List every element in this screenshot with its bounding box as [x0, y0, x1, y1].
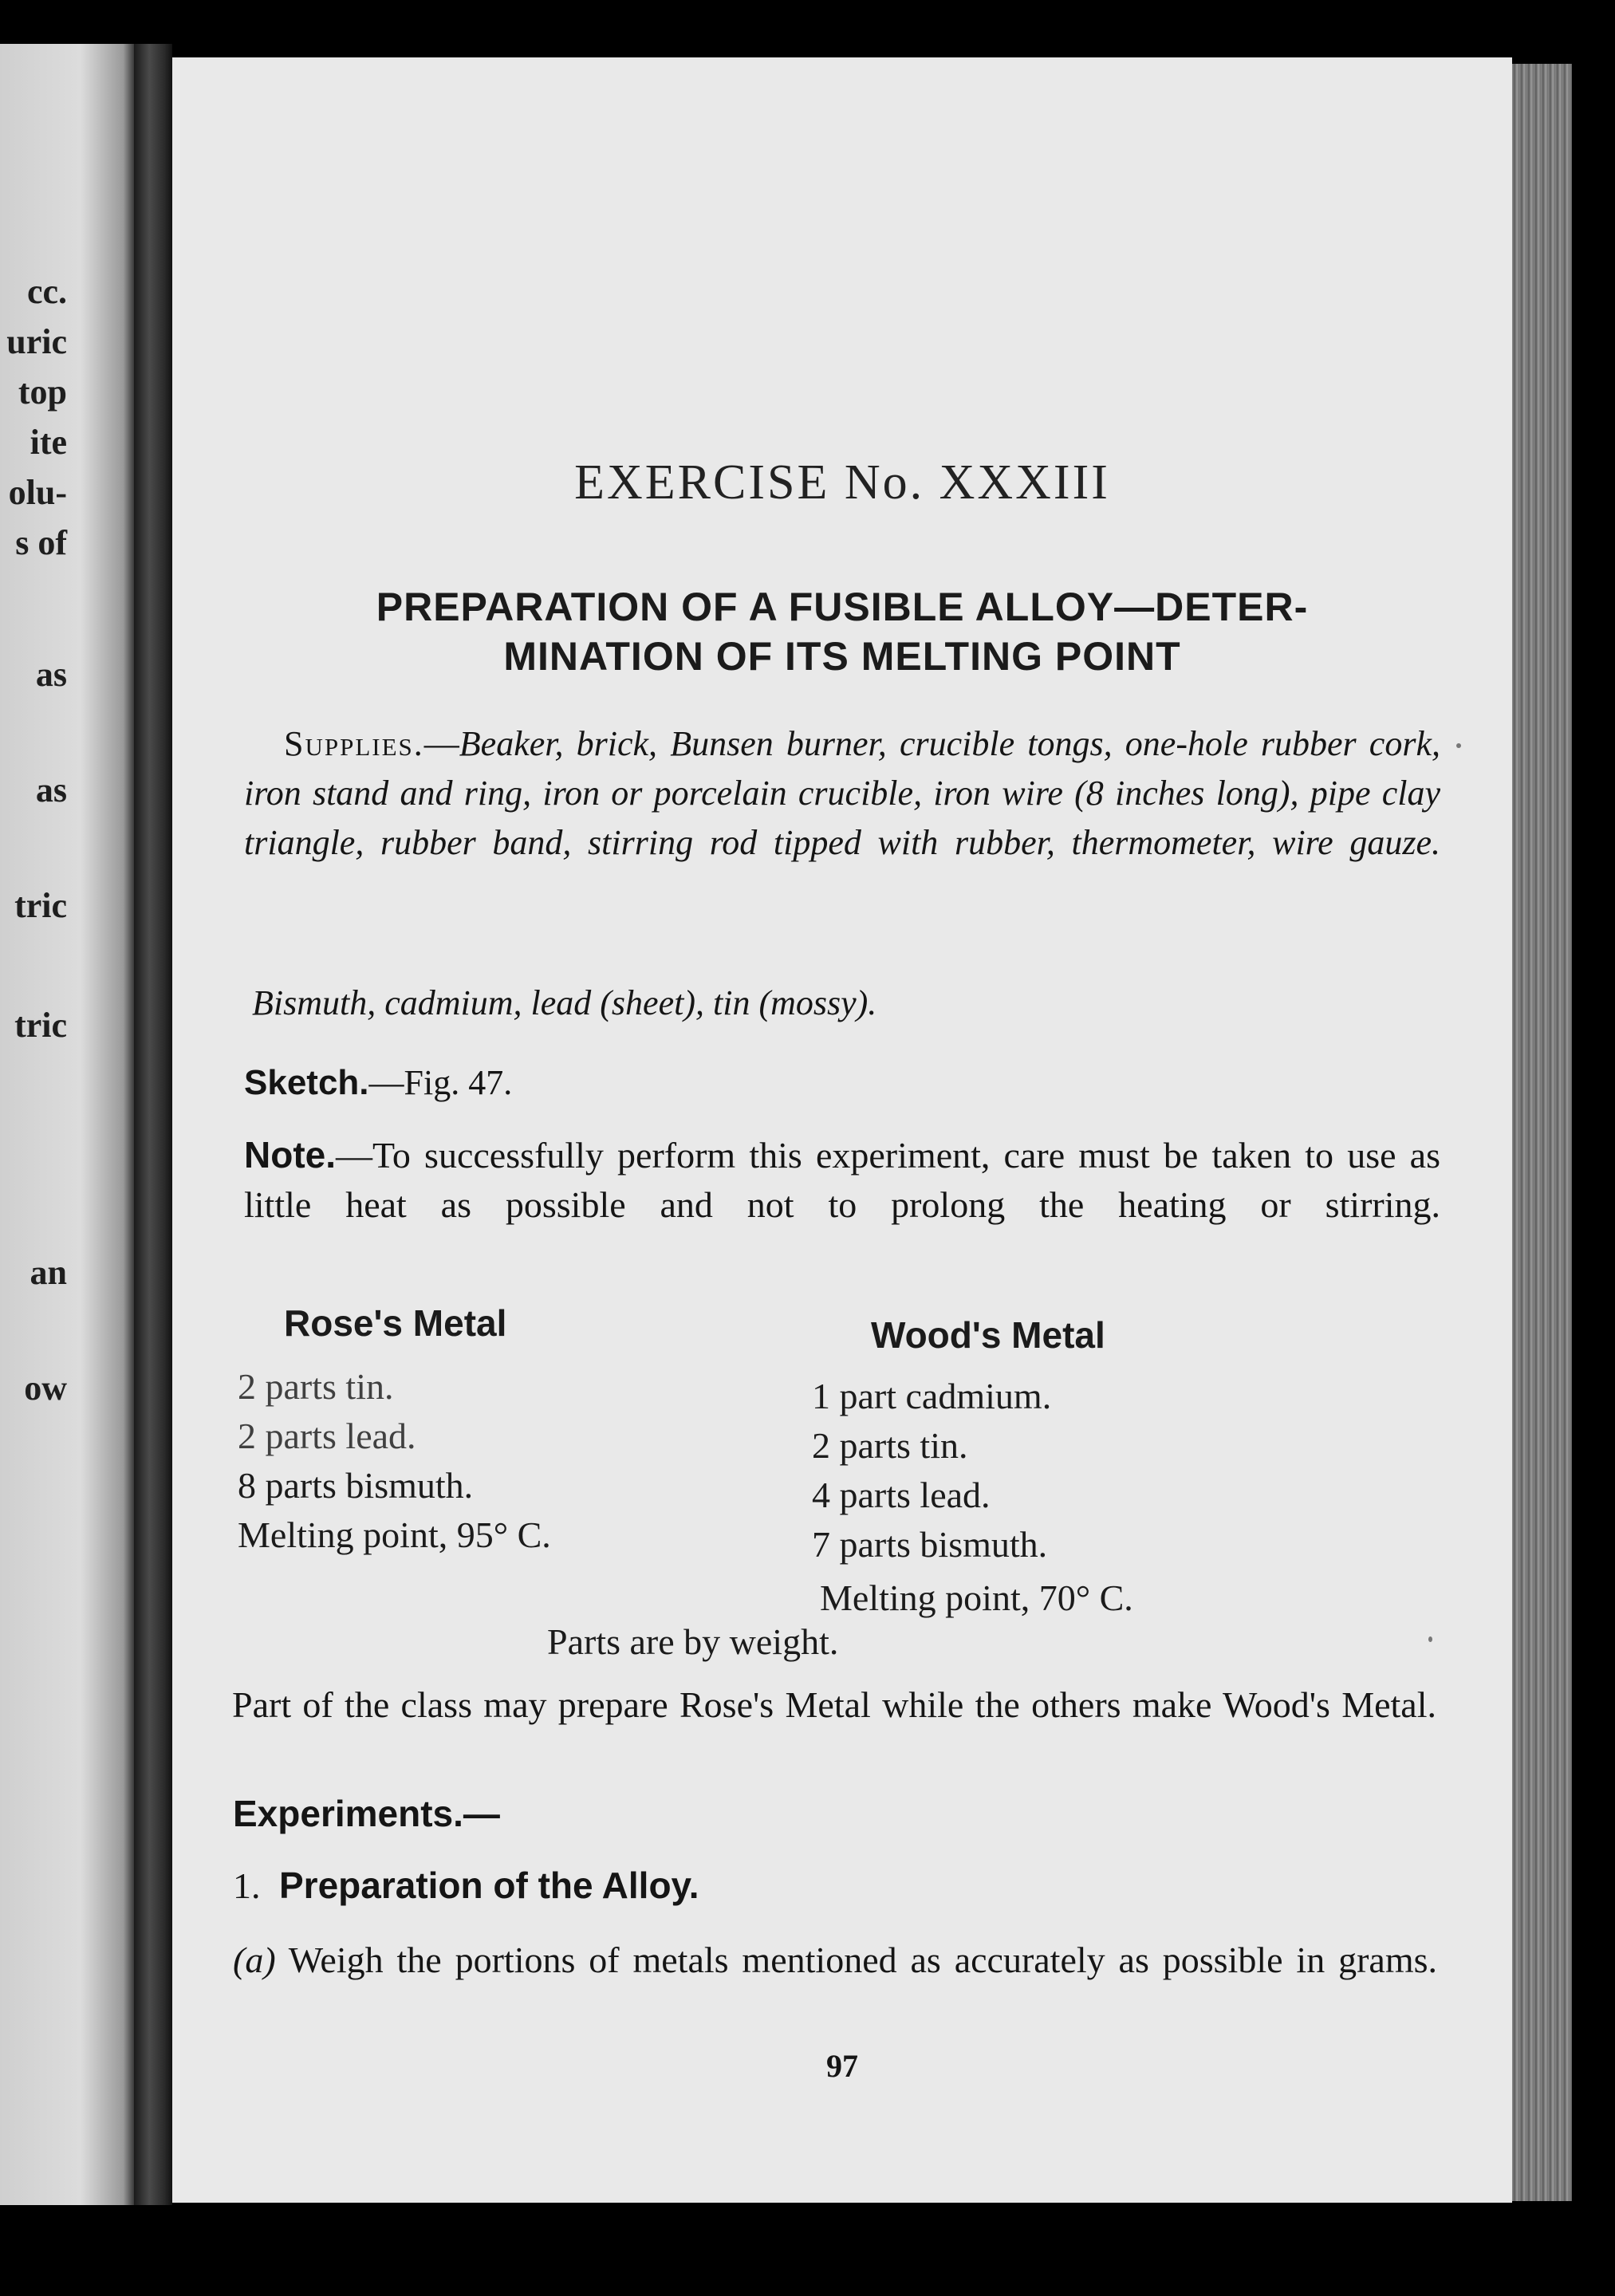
roses-metal-title: Rose's Metal [284, 1302, 507, 1344]
section-heading-line-2: MINATION OF ITS MELTING POINT [503, 634, 1181, 679]
sketch-line [244, 1062, 512, 1103]
chemicals-list: Bismuth, cadmium, lead (sheet), tin (mossy). [252, 983, 877, 1022]
sketch-text: —Fig. 47. [368, 1063, 513, 1102]
supplies-label: Supplies. [284, 724, 424, 763]
step-1a-paragraph [233, 1936, 1437, 1985]
note-paragraph [244, 1130, 1440, 1230]
woods-metal-line: 1 part cadmium. [812, 1376, 1052, 1416]
book-page [172, 57, 1512, 2203]
page-edge-stack [1512, 64, 1572, 2201]
left-page-fragment: ow [24, 1369, 67, 1408]
woods-metal-title: Wood's Metal [871, 1314, 1105, 1356]
step-1-number: 1. [233, 1865, 261, 1906]
left-page-fragment: ite [30, 423, 67, 462]
roses-metal-line: 8 parts bismuth. [238, 1465, 474, 1506]
left-page-fragment: as [35, 770, 67, 809]
paper-speck [1456, 743, 1461, 748]
woods-metal-line: Melting point, 70° C. [820, 1577, 1133, 1618]
woods-metal-line: 4 parts lead. [812, 1475, 991, 1515]
left-page-fragment: an [30, 1253, 67, 1292]
supplies-dash: — [423, 724, 459, 763]
exercise-title: EXERCISE No. XXXIII [574, 455, 1110, 510]
woods-metal-line: 7 parts bismuth. [812, 1524, 1048, 1565]
section-heading-line-1: PREPARATION OF A FUSIBLE ALLOY—DETER- [376, 585, 1309, 629]
parts-by-weight: Parts are by weight. [547, 1621, 839, 1662]
sketch-label: Sketch. [244, 1063, 369, 1102]
experiments-label: Experiments.— [233, 1793, 500, 1834]
left-page-fragment: uric [6, 322, 67, 361]
book-gutter [134, 44, 172, 2205]
supplies-text: Beaker, brick, Bunsen burner, crucible tongs, one-hole rubber cork, iron stand and ring, iron or porcelain crucible, iron wire (8 inches long), pipe clay triangle, rubber band, stirring rod tipped with rubber, thermometer, wire gauze. [244, 724, 1440, 862]
note-label: Note. [244, 1134, 336, 1176]
left-page-fragment: olu- [8, 473, 67, 512]
woods-metal-line: 2 parts tin. [812, 1425, 968, 1466]
left-page-fragment: s of [15, 523, 67, 562]
step-1a-text: Weigh the portions of metals mentioned as accurately as possible in grams. [288, 1940, 1437, 1980]
supplies-paragraph [244, 719, 1440, 868]
left-page-fragment: cc. [26, 272, 67, 311]
left-adjacent-page [0, 44, 134, 2205]
left-page-fragment: top [18, 372, 67, 412]
left-page-fragment: tric [14, 1006, 67, 1045]
roses-metal-line: Melting point, 95° C. [238, 1514, 551, 1555]
step-1a-marker: (a) [233, 1940, 276, 1980]
left-page-fragment: as [35, 655, 67, 694]
note-text: —To successfully perform this experiment, care must be taken to use as little heat as possible and not to prolong the heating or stirring. [244, 1135, 1440, 1225]
step-1-title: Preparation of the Alloy. [279, 1865, 699, 1906]
left-page-fragment: tric [14, 886, 67, 925]
roses-metal-line: 2 parts tin. [238, 1366, 394, 1407]
page-number: 97 [826, 2048, 858, 2084]
paper-speck [1428, 1636, 1432, 1642]
class-note-paragraph: Part of the class may prepare Rose's Metal while the others make Wood's Metal. [232, 1684, 1436, 1725]
step-1-heading [233, 1864, 699, 1907]
roses-metal-line: 2 parts lead. [238, 1416, 416, 1456]
